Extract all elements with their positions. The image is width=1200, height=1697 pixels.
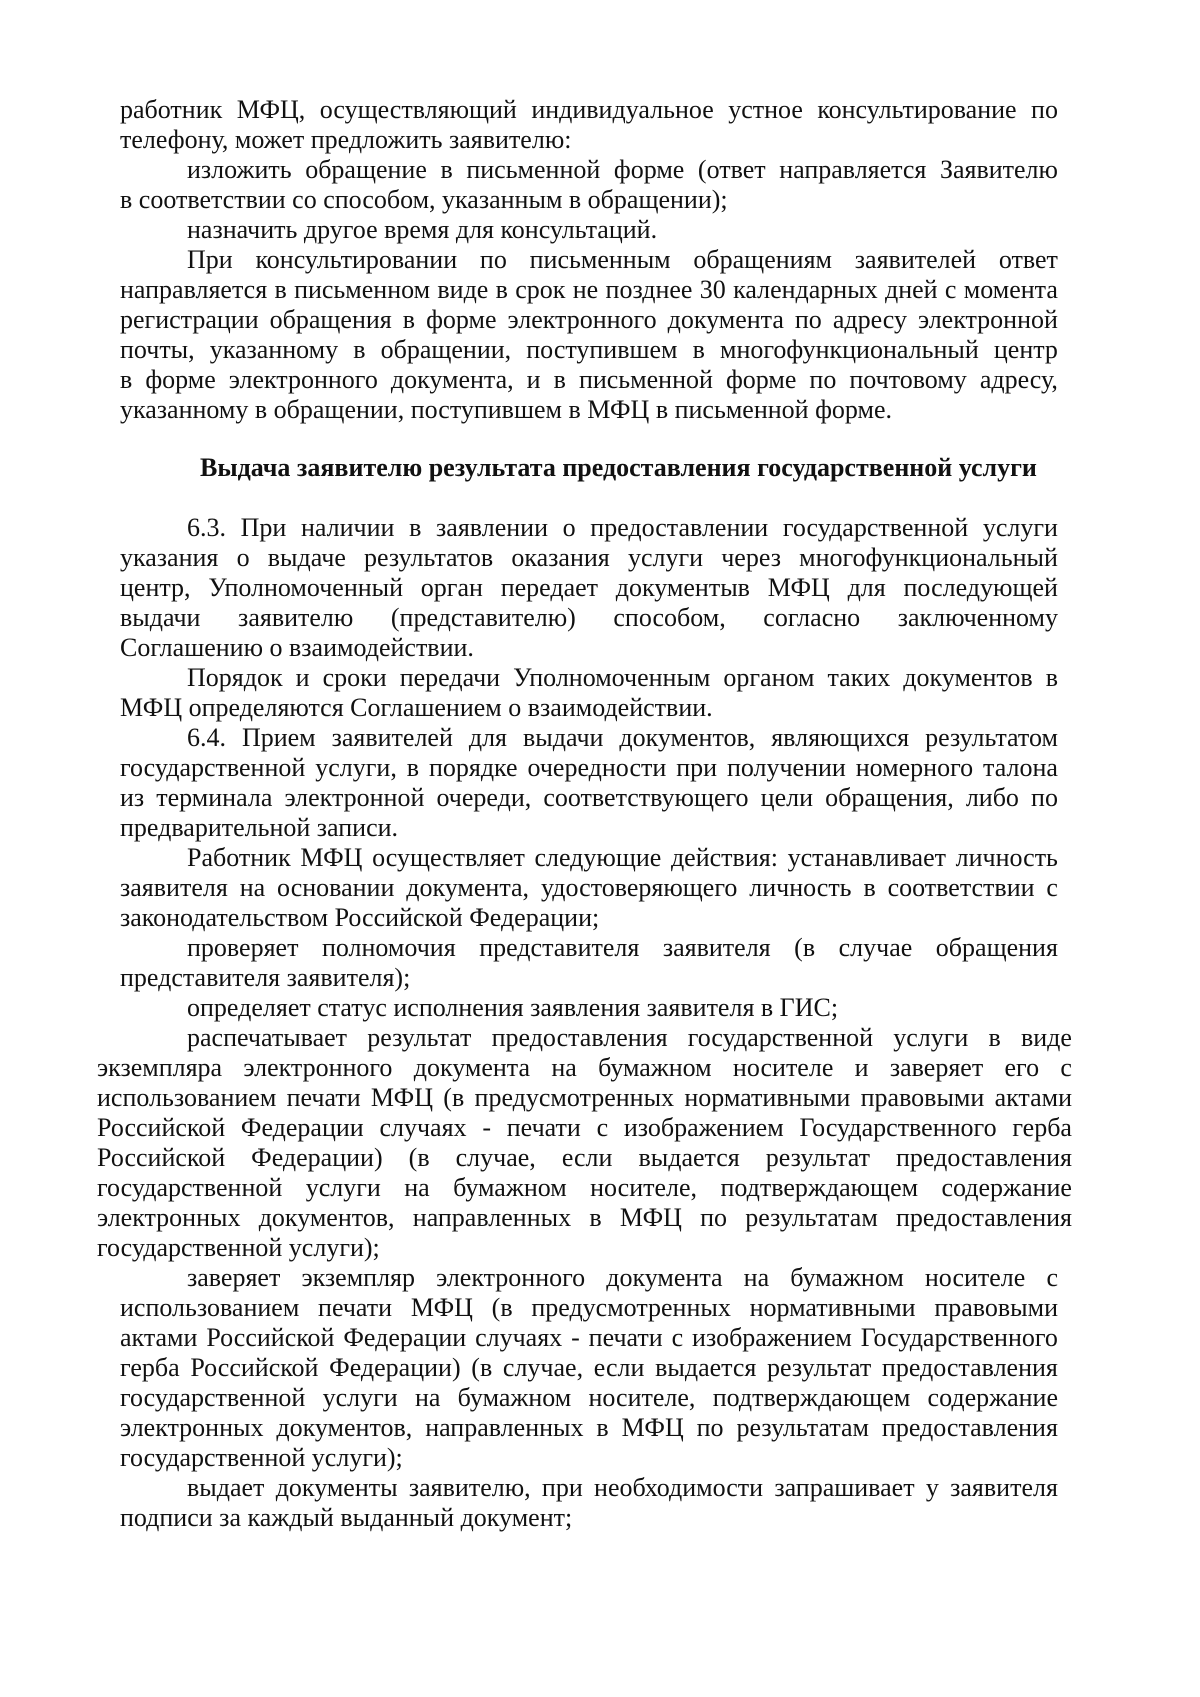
text-line: работник МФЦ, осуществляющий индивидуальное устное консультирование по (120, 95, 1058, 124)
text-line: изложить обращение в письменной форме (ответ направляется Заявителю (187, 155, 1058, 184)
text-line: проверяет полномочия представителя заявителя (в случае обращения (187, 933, 1058, 962)
text-line: экземпляра электронного документа на бумажном носителе и заверяет его с (97, 1053, 1072, 1082)
text-line: Российской Федерации) (в случае, если выдается результат предоставления (97, 1143, 1072, 1172)
text-line: государственной услуги на бумажном носителе, подтверждающем содержание (97, 1173, 1072, 1202)
text-line: центр, Уполномоченный орган передает документыв МФЦ для последующей (120, 573, 1058, 602)
text-line: 6.4. Прием заявителей для выдачи документов, являющихся результатом (187, 723, 1058, 752)
text-line: указания о выдаче результатов оказания услуги через многофункциональный (120, 543, 1058, 572)
text-line: регистрации обращения в форме электронного документа по адресу электронной (120, 305, 1058, 334)
text-line: подписи за каждый выданный документ; (120, 1503, 573, 1532)
text-line: При консультировании по письменным обращениям заявителей ответ (187, 245, 1058, 274)
text-line: МФЦ определяются Соглашением о взаимодействии. (120, 693, 713, 722)
text-line: в соответствии со способом, указанным в обращении); (120, 185, 728, 214)
text-line: Российской Федерации случаях - печати с изображением Государственного герба (97, 1113, 1072, 1142)
text-line: определяет статус исполнения заявления заявителя в ГИС; (187, 993, 839, 1022)
text-line: государственной услуги на бумажном носителе, подтверждающем содержание (120, 1383, 1058, 1412)
text-line: законодательством Российской Федерации; (120, 903, 600, 932)
text-line: использованием печати МФЦ (в предусмотренных нормативными правовыми (120, 1293, 1058, 1322)
text-line: актами Российской Федерации случаях - печати с изображением Государственного (120, 1323, 1058, 1352)
text-line: 6.3. При наличии в заявлении о предоставлении государственной услуги (187, 513, 1058, 542)
text-line: Работник МФЦ осуществляет следующие действия: устанавливает личность (187, 843, 1058, 872)
text-line: использованием печати МФЦ (в предусмотренных нормативными правовыми актами (97, 1083, 1072, 1112)
text-line: из терминала электронной очереди, соответствующего цели обращения, либо по (120, 783, 1058, 812)
text-line: направляется в письменном виде в срок не позднее 30 календарных дней с момента (120, 275, 1058, 304)
text-line: телефону, может предложить заявителю: (120, 125, 572, 154)
text-line: выдачи заявителю (представителю) способом, согласно заключенному (120, 603, 1058, 632)
text-line: Соглашению о взаимодействии. (120, 633, 474, 662)
text-line: представителя заявителя); (120, 963, 411, 992)
text-line: назначить другое время для консультаций. (187, 215, 658, 244)
text-line: почты, указанному в обращении, поступившем в многофункциональный центр (120, 335, 1058, 364)
text-line: распечатывает результат предоставления государственной услуги в виде (187, 1023, 1072, 1052)
text-line: заявителя на основании документа, удостоверяющего личность в соответствии с (120, 873, 1058, 902)
section-heading: Выдача заявителю результата предоставления государственной услуги (200, 453, 1037, 482)
text-line: заверяет экземпляр электронного документа на бумажном носителе с (187, 1263, 1058, 1292)
text-line: электронных документов, направленных в МФЦ по результатам предоставления (97, 1203, 1072, 1232)
text-line: государственной услуги); (120, 1443, 403, 1472)
text-line: выдает документы заявителю, при необходимости запрашивает у заявителя (187, 1473, 1058, 1502)
text-line: Порядок и сроки передачи Уполномоченным органом таких документов в (187, 663, 1058, 692)
text-line: предварительной записи. (120, 813, 399, 842)
text-line: в форме электронного документа, и в письменной форме по почтовому адресу, (120, 365, 1058, 394)
text-line: указанному в обращении, поступившем в МФЦ в письменной форме. (120, 395, 893, 424)
text-line: государственной услуги, в порядке очередности при получении номерного талона (120, 753, 1058, 782)
text-line: электронных документов, направленных в МФЦ по результатам предоставления (120, 1413, 1058, 1442)
text-line: герба Российской Федерации) (в случае, если выдается результат предоставления (120, 1353, 1058, 1382)
text-line: государственной услуги); (97, 1233, 380, 1262)
